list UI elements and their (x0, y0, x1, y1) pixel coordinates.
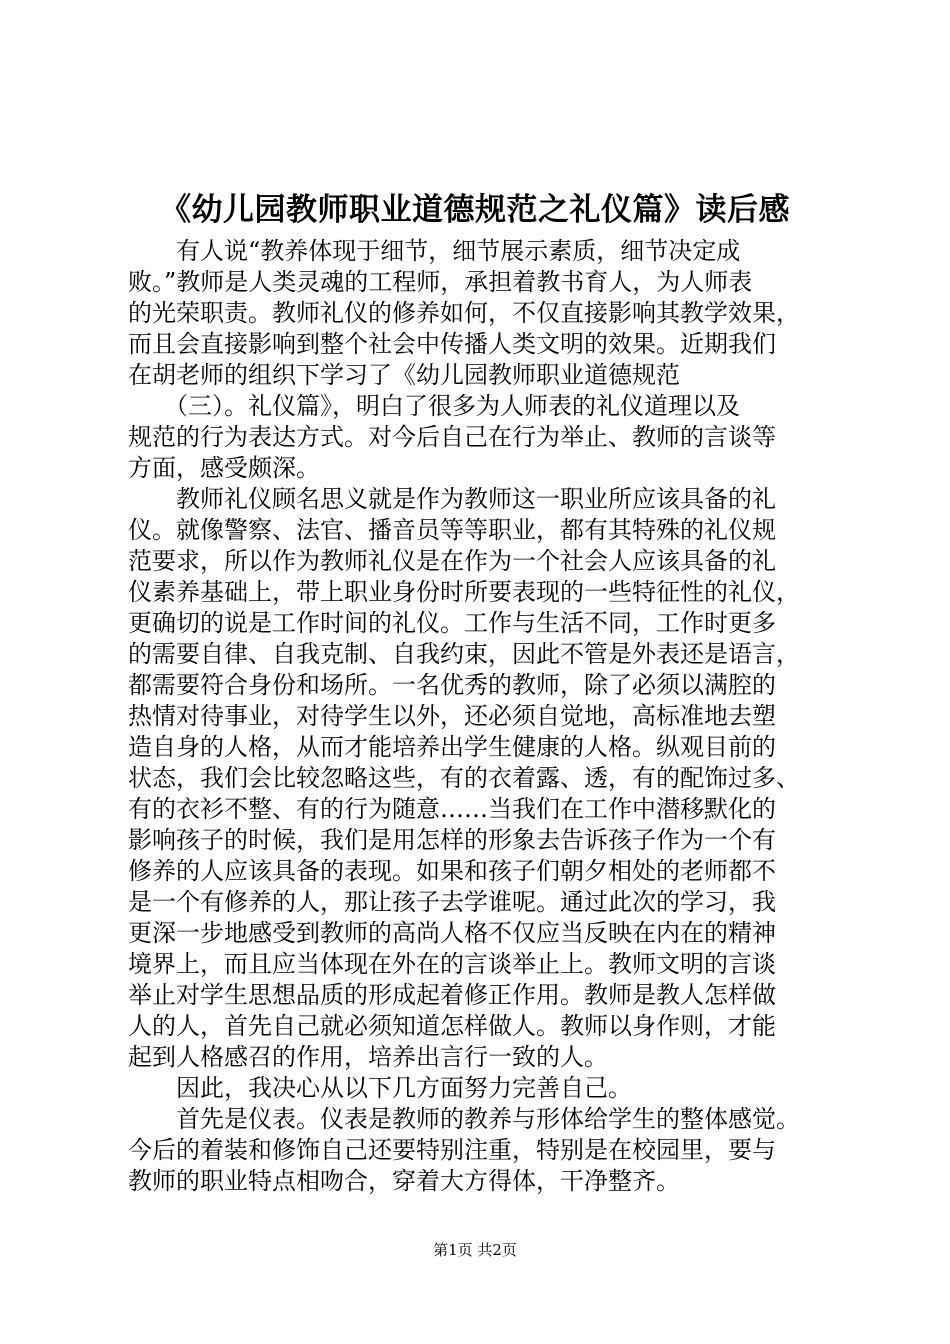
text-line: 败。”教师是人类灵魂的工程师，承担着教书育人，为人师表 (128, 268, 753, 296)
text-line: 而且会直接影响到整个社会中传播人类文明的效果。近期我们 (128, 330, 776, 358)
text-line: 是一个有修养的人，那让孩子去学谁呢。通过此次的学习，我 (128, 888, 776, 916)
text-line: 影响孩子的时候，我们是用怎样的形象去告诉孩子作为一个有 (128, 826, 776, 854)
text-line: 因此，我决心从以下几方面努力完善自己。 (128, 1074, 632, 1102)
text-line: 举止对学生思想品质的形成起着修正作用。教师是教人怎样做 (128, 981, 776, 1009)
text-line: 规范的行为表达方式。对今后自己在行为举止、教师的言谈等 (128, 423, 776, 451)
text-line: 今后的着装和修饰自己还要特别注重，特别是在校园里，要与 (128, 1136, 776, 1164)
text-line: 起到人格感召的作用，培养出言行一致的人。 (128, 1043, 608, 1071)
text-line: 人的人，首先自己就必须知道怎样做人。教师以身作则，才能 (128, 1012, 776, 1040)
text-line: 境界上，而且应当体现在外在的言谈举止上。教师文明的言谈 (128, 950, 776, 978)
page-footer: 第1页 共2页 (433, 1241, 517, 1259)
text-line: 方面，感受颇深。 (128, 454, 320, 482)
text-line: 首先是仪表。仪表是教师的教养与形体给学生的整体感觉。 (128, 1105, 800, 1133)
text-line: （三）。礼仪篇》，明白了很多为人师表的礼仪道理以及 (128, 392, 740, 420)
text-line: 更确切的说是工作时间的礼仪。工作与生活不同，工作时更多 (128, 609, 776, 637)
text-line: 热情对待事业，对待学生以外，还必须自觉地，高标准地去塑 (128, 702, 776, 730)
text-line: 都需要符合身份和场所。一名优秀的教师，除了必须以满腔的 (128, 671, 776, 699)
text-line: 的需要自律、自我克制、自我约束，因此不管是外表还是语言， (128, 640, 800, 668)
text-line: 范要求，所以作为教师礼仪是在作为一个社会人应该具备的礼 (128, 547, 776, 575)
text-line: 修养的人应该具备的表现。如果和孩子们朝夕相处的老师都不 (128, 857, 776, 885)
text-line: 教师的职业特点相吻合，穿着大方得体，干净整齐。 (128, 1167, 680, 1195)
document-body (128, 236, 838, 1197)
text-line: 的光荣职责。教师礼仪的修养如何，不仅直接影响其教学效果， (128, 299, 800, 327)
text-line: 在胡老师的组织下学习了《幼儿园教师职业道德规范 (128, 361, 680, 389)
text-line: 更深一步地感受到教师的高尚人格不仅应当反映在内在的精神 (128, 919, 776, 947)
text-line: 有人说“教养体现于细节，细节展示素质，细节决定成 (128, 237, 741, 265)
text-line: 仪。就像警察、法官、播音员等等职业，都有其特殊的礼仪规 (128, 516, 776, 544)
document-title: 《幼儿园教师职业道德规范之礼仪篇》读后感 (160, 192, 790, 228)
text-line: 有的衣衫不整、有的行为随意……当我们在工作中潜移默化的 (128, 795, 776, 823)
text-line: 造自身的人格，从而才能培养出学生健康的人格。纵观目前的 (128, 733, 776, 761)
text-line: 仪素养基础上，带上职业身份时所要表现的一些特征性的礼仪， (128, 578, 800, 606)
text-line: 状态，我们会比较忽略这些，有的衣着露、透，有的配饰过多、 (128, 764, 800, 792)
text-line: 教师礼仪顾名思义就是作为教师这一职业所应该具备的礼 (128, 485, 776, 513)
